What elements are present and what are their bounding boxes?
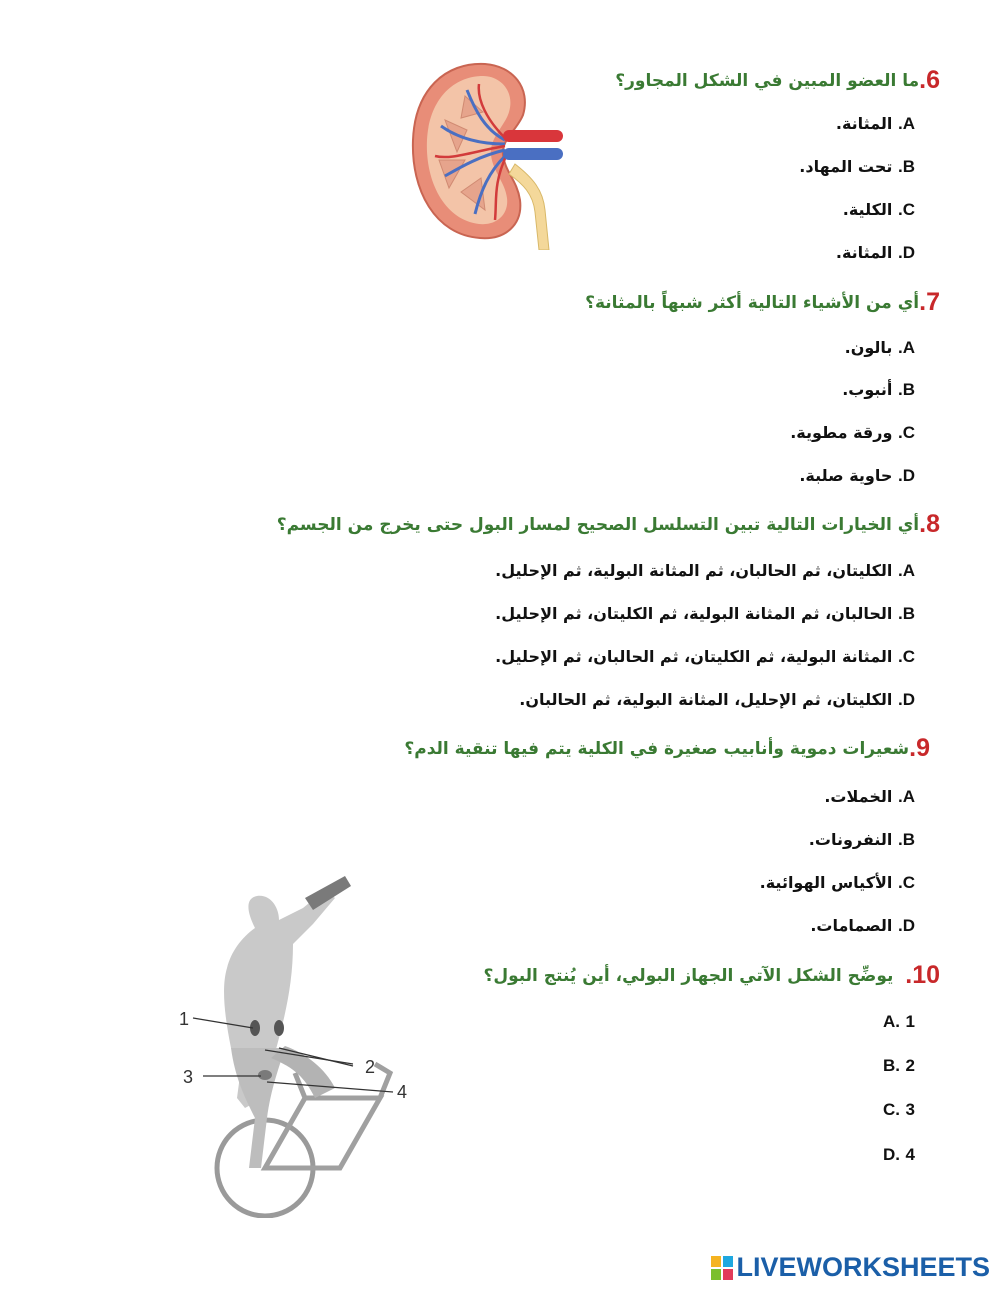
- option-text: ورقة مطوية.: [790, 423, 893, 442]
- question-10: [483, 961, 940, 990]
- label-4: 4: [397, 1082, 408, 1102]
- option-letter: D.: [897, 916, 915, 935]
- option-8a[interactable]: [495, 561, 915, 581]
- option-letter: C.: [897, 873, 915, 892]
- question-text: أي الخيارات التالية تبين التسلسل الصحيح لمسار البول حتى يخرج من الجسم؟: [276, 515, 920, 535]
- option-text: المثانة.: [835, 114, 893, 133]
- option-text: الكليتان، ثم الإحليل، المثانة البولية، ثم الحالبان.: [519, 690, 893, 709]
- logo-text: LIVEWORKSHEETS: [736, 1252, 990, 1282]
- option-8c[interactable]: [495, 647, 915, 667]
- option-10a[interactable]: [883, 1012, 915, 1032]
- option-letter: A.: [897, 787, 915, 806]
- option-letter: B.: [897, 157, 915, 176]
- option-text: بالون.: [844, 338, 893, 357]
- label-3: 3: [183, 1067, 194, 1087]
- label-2: 2: [365, 1057, 376, 1077]
- option-text: الكليتان، ثم الحالبان، ثم المثانة البولية، ثم الإحليل.: [495, 561, 893, 580]
- option-letter: A.: [897, 561, 915, 580]
- question-number: 9.: [909, 734, 930, 762]
- option-6c[interactable]: [843, 200, 915, 220]
- option-letter: B.: [897, 604, 915, 623]
- option-letter: D.: [882, 1145, 900, 1164]
- label-1: 1: [179, 1009, 190, 1029]
- question-number: 7.: [919, 288, 940, 316]
- option-9a[interactable]: [824, 787, 915, 807]
- option-9d[interactable]: [810, 916, 915, 936]
- option-6b[interactable]: [799, 157, 915, 177]
- option-text: 2: [905, 1056, 915, 1075]
- option-text: 1: [905, 1012, 915, 1031]
- option-text: الكلية.: [842, 200, 893, 219]
- question-7: [585, 288, 940, 317]
- option-letter: D.: [897, 690, 915, 709]
- option-10c[interactable]: [883, 1100, 915, 1120]
- option-8b[interactable]: [495, 604, 915, 624]
- option-8d[interactable]: [519, 690, 915, 710]
- option-text: حاوية صلبة.: [799, 466, 893, 485]
- option-text: تحت المهاد.: [799, 157, 893, 176]
- option-letter: D.: [897, 243, 915, 262]
- option-text: المثانة.: [835, 243, 893, 262]
- question-number: 6.: [919, 66, 940, 94]
- option-letter: B.: [897, 830, 915, 849]
- option-9c[interactable]: [760, 873, 915, 893]
- question-text: ما العضو المبين في الشكل المجاور؟: [615, 71, 920, 91]
- urinary-system-cyclist-illustration: [175, 868, 415, 1218]
- option-letter: B.: [882, 1056, 900, 1075]
- option-letter: C.: [897, 423, 915, 442]
- option-text: المثانة البولية، ثم الكليتان، ثم الحالبان، ثم الإحليل.: [495, 647, 893, 666]
- option-text: الصمامات.: [810, 916, 893, 935]
- option-text: 3: [905, 1100, 915, 1119]
- kidney-illustration: [405, 60, 570, 250]
- option-letter: C.: [897, 200, 915, 219]
- option-letter: C.: [897, 647, 915, 666]
- option-text: 4: [905, 1145, 915, 1164]
- question-text: يوضِّح الشكل الآتي الجهاز البولي، أين يُنتج البول؟: [483, 966, 894, 986]
- question-text: شعيرات دموية وأنابيب صغيرة في الكلية يتم فيها تنقية الدم؟: [404, 739, 910, 759]
- option-text: الأكياس الهوائية.: [759, 873, 893, 892]
- option-text: أنبوب.: [842, 380, 893, 399]
- option-text: الخملات.: [824, 787, 893, 806]
- option-letter: B.: [897, 380, 915, 399]
- option-7c[interactable]: [790, 423, 915, 443]
- question-number: 10.: [905, 961, 940, 989]
- option-7b[interactable]: [842, 380, 915, 400]
- option-letter: A.: [897, 114, 915, 133]
- option-letter: A.: [882, 1012, 900, 1031]
- option-10b[interactable]: [883, 1056, 915, 1076]
- liveworksheets-logo: [711, 1252, 990, 1283]
- option-letter: A.: [897, 338, 915, 357]
- option-6d[interactable]: [836, 243, 915, 263]
- question-9: [404, 734, 930, 763]
- question-6: [615, 66, 940, 95]
- option-10d[interactable]: [883, 1145, 915, 1165]
- option-6a[interactable]: [836, 114, 915, 134]
- question-8: [277, 510, 940, 539]
- option-letter: C.: [882, 1100, 900, 1119]
- option-text: الحالبان، ثم المثانة البولية، ثم الكليتان، ثم الإحليل.: [495, 604, 893, 623]
- logo-mark-icon: [711, 1256, 733, 1280]
- option-7d[interactable]: [799, 466, 915, 486]
- option-9b[interactable]: [809, 830, 915, 850]
- question-number: 8.: [919, 510, 940, 538]
- option-7a[interactable]: [845, 338, 915, 358]
- question-text: أي من الأشياء التالية أكثر شبهاً بالمثانة؟: [585, 293, 920, 313]
- option-text: النفرونات.: [808, 830, 893, 849]
- option-letter: D.: [897, 466, 915, 485]
